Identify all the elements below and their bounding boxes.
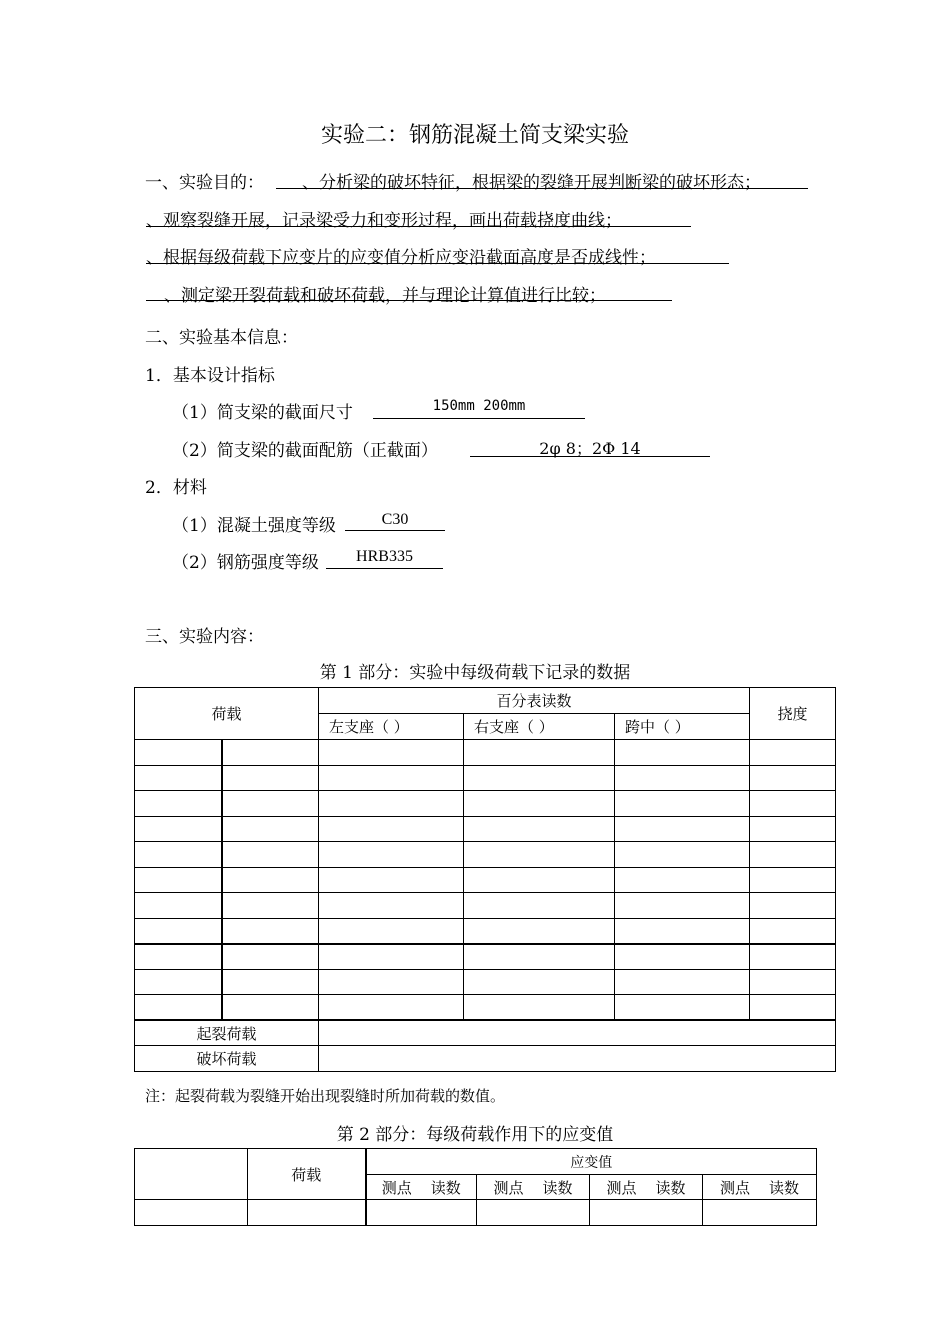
crack-load-value xyxy=(319,1020,836,1046)
load-data-table xyxy=(134,687,836,1072)
right-support-header: 右支座（ ） xyxy=(464,714,615,740)
table-row xyxy=(135,893,836,919)
table-body xyxy=(135,740,836,1021)
table-row xyxy=(135,1200,817,1226)
point-label: 测点 xyxy=(606,1178,637,1197)
underline xyxy=(276,188,808,189)
underline xyxy=(326,568,443,569)
concrete-value: C30 xyxy=(381,511,409,528)
strain-blank-header xyxy=(135,1149,248,1200)
strain-subheader xyxy=(366,1175,477,1200)
concrete-label: （1）混凝土强度等级 xyxy=(172,516,336,536)
failure-load-value xyxy=(319,1046,836,1072)
strain-subheader xyxy=(477,1175,590,1200)
failure-load-label: 破坏荷载 xyxy=(135,1046,319,1072)
reading-label: 读数 xyxy=(430,1178,461,1197)
crack-load-label: 起裂荷载 xyxy=(135,1020,319,1046)
strain-value-header: 应变值 xyxy=(366,1149,817,1175)
table-row xyxy=(135,791,836,817)
table-row xyxy=(135,995,836,1021)
table-note: 注：起裂荷载为裂缝开始出现裂缝时所加荷载的数值。 xyxy=(145,1087,506,1105)
table-row xyxy=(135,867,836,893)
underline xyxy=(345,530,445,531)
underline xyxy=(373,418,585,419)
underline xyxy=(146,300,672,301)
table-row xyxy=(135,842,836,868)
table-row xyxy=(135,944,836,970)
purpose-item-2: 、观察裂缝开展，记录梁受力和变形过程，画出荷载挠度曲线； xyxy=(146,211,622,231)
reading-label: 读数 xyxy=(542,1178,573,1197)
table-row xyxy=(135,918,836,944)
strain-subheader xyxy=(703,1175,817,1200)
page-title: 实验二：钢筋混凝土简支梁实验 xyxy=(320,123,629,148)
material-heading: 2．材料 xyxy=(145,478,207,498)
steel-value: HRB335 xyxy=(356,548,413,565)
point-label: 测点 xyxy=(719,1178,750,1197)
underline xyxy=(146,226,691,227)
left-support-header: 左支座（ ） xyxy=(319,714,464,740)
load-header: 荷载 xyxy=(135,688,319,740)
purpose-item-4: 、测定梁开裂荷载和破坏荷载，并与理论计算值进行比较； xyxy=(164,286,606,306)
table-row xyxy=(135,816,836,842)
underline xyxy=(470,456,710,457)
purpose-item-1: 、分析梁的破坏特征，根据梁的裂缝开展判断梁的破坏形态； xyxy=(302,173,761,193)
design-heading: 1．基本设计指标 xyxy=(145,366,275,386)
table-row xyxy=(135,969,836,995)
point-label: 测点 xyxy=(493,1178,524,1197)
strain-load-header: 荷载 xyxy=(248,1149,366,1200)
dial-header: 百分表读数 xyxy=(319,688,750,714)
table-row xyxy=(135,740,836,766)
midspan-header: 跨中（ ） xyxy=(615,714,750,740)
table-row xyxy=(135,765,836,791)
part1-caption: 第 1 部分：实验中每级荷载下记录的数据 xyxy=(319,663,631,683)
deflection-header: 挠度 xyxy=(750,688,836,740)
section-size-value: 150mm 200mm xyxy=(432,398,526,414)
purpose-label: 一、实验目的： xyxy=(145,173,264,193)
underline xyxy=(146,263,729,264)
basic-info-heading: 二、实验基本信息： xyxy=(145,328,298,348)
point-label: 测点 xyxy=(381,1178,412,1197)
strain-subheader xyxy=(590,1175,703,1200)
reading-label: 读数 xyxy=(655,1178,686,1197)
section-size-label: （1）简支梁的截面尺寸 xyxy=(172,403,353,423)
reinforcement-value: 2φ 8；2Φ 14 xyxy=(539,439,641,458)
steel-label: （2）钢筋强度等级 xyxy=(172,553,319,573)
part2-caption: 第 2 部分：每级荷载作用下的应变值 xyxy=(336,1125,614,1145)
content-heading: 三、实验内容： xyxy=(145,627,264,647)
purpose-item-3: 、根据每级荷载下应变片的应变值分析应变沿截面高度是否成线性； xyxy=(146,248,656,268)
strain-table xyxy=(134,1148,817,1226)
reinforcement-label: （2）简支梁的截面配筋（正截面） xyxy=(172,441,438,461)
reading-label: 读数 xyxy=(769,1178,800,1197)
